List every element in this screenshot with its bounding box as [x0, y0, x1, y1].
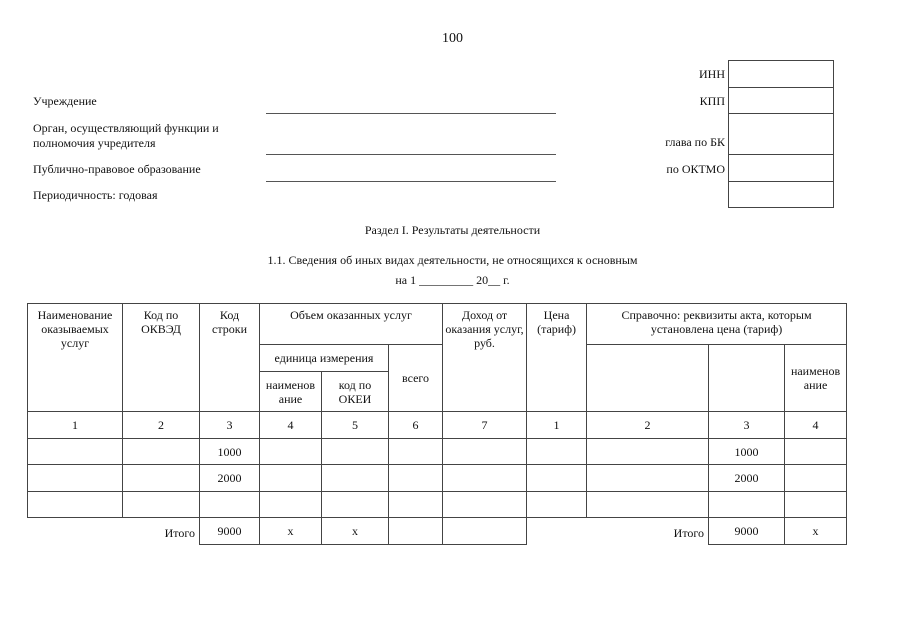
bk-field[interactable] [729, 114, 834, 155]
price-cell[interactable] [527, 492, 587, 518]
okei-cell[interactable] [322, 465, 389, 492]
col-number: 5 [322, 412, 389, 439]
row-code-cell: 2000 [200, 465, 260, 492]
extra-code-field[interactable] [729, 182, 834, 208]
income-cell[interactable] [443, 492, 527, 518]
table-row [28, 439, 847, 465]
unit-name-cell[interactable] [260, 439, 322, 465]
founder-line [266, 154, 556, 155]
col-number: 4 [260, 412, 322, 439]
col-number: 1 [28, 412, 123, 439]
unit-name-cell[interactable] [260, 465, 322, 492]
income-cell[interactable] [443, 439, 527, 465]
price-cell[interactable] [527, 465, 587, 492]
okei-cell[interactable] [322, 439, 389, 465]
bk-label: глава по БК [665, 135, 725, 149]
volume-total-cell[interactable] [389, 492, 443, 518]
income-total-sum[interactable] [443, 518, 527, 545]
header-volume-total: всего [389, 345, 443, 412]
total-label: Итого [164, 526, 195, 541]
col-number: 1 [527, 412, 587, 439]
header-okved: Код по ОКВЭД [123, 304, 200, 412]
header-service-name: Наименование оказываемых услуг [28, 304, 123, 412]
founder-label-line1: Орган, осуществляющий функции и [33, 121, 219, 135]
municipality-label: Публично-правовое образование [33, 162, 201, 176]
col-number: 2 [587, 412, 709, 439]
x-mark: x [785, 518, 847, 545]
row-code-cell [200, 492, 260, 518]
ref-total-label: Итого [673, 526, 705, 541]
volume-total-sum[interactable] [389, 518, 443, 545]
inn-field[interactable] [729, 61, 834, 88]
okei-cell[interactable] [322, 492, 389, 518]
codes-box [728, 60, 834, 208]
table-row [28, 465, 847, 492]
header-row-code: Код строки [200, 304, 260, 412]
services-table [27, 303, 847, 545]
ref-col1-cell[interactable] [587, 492, 709, 518]
col-number: 3 [200, 412, 260, 439]
kpp-label: КПП [699, 94, 725, 108]
ref-code-cell [709, 492, 785, 518]
header-income: Доход от оказания услуг, руб. [443, 304, 527, 412]
spacer [527, 518, 587, 545]
ref-col1-cell[interactable] [587, 439, 709, 465]
header-price: Цена (тариф) [527, 304, 587, 412]
ref-name-cell[interactable] [785, 439, 847, 465]
col-number: 4 [785, 412, 847, 439]
ref-code-cell: 1000 [709, 439, 785, 465]
okved-cell[interactable] [123, 492, 200, 518]
ref-name-cell[interactable] [785, 492, 847, 518]
page-number: 100 [442, 31, 463, 46]
header-volume: Объем оказанных услуг [260, 304, 443, 345]
ref-code-cell: 2000 [709, 465, 785, 492]
municipality-line [266, 181, 556, 182]
header-ref-col2 [709, 345, 785, 412]
inn-label: ИНН [699, 67, 725, 81]
oktmo-field[interactable] [729, 155, 834, 182]
ref-col1-cell[interactable] [587, 465, 709, 492]
header-reference: Справочно: реквизиты акта, которым установлена цена (тариф) [587, 304, 847, 345]
okved-cell[interactable] [123, 465, 200, 492]
founder-label-line2: полномочия учредителя [33, 136, 156, 150]
x-mark: x [322, 518, 389, 545]
total-row [28, 518, 847, 545]
x-mark: x [260, 518, 322, 545]
subsection-title: 1.1. Сведения об иных видах деятельности, не относящихся к основным [267, 253, 638, 267]
price-cell[interactable] [527, 439, 587, 465]
unit-name-cell[interactable] [260, 492, 322, 518]
institution-line [266, 113, 556, 114]
row-code-cell: 1000 [200, 439, 260, 465]
periodicity-label: Периодичность: годовая [33, 188, 158, 202]
date-line: на 1 _________ 20__ г. [395, 273, 510, 287]
ref-name-cell[interactable] [785, 465, 847, 492]
header-okei: код по ОКЕИ [322, 372, 389, 412]
col-number: 6 [389, 412, 443, 439]
col-number: 2 [123, 412, 200, 439]
header-unit: единица измерения [260, 345, 389, 372]
service-name-cell[interactable] [28, 439, 123, 465]
volume-total-cell[interactable] [389, 439, 443, 465]
kpp-field[interactable] [729, 88, 834, 114]
income-cell[interactable] [443, 465, 527, 492]
total-code: 9000 [200, 518, 260, 545]
volume-total-cell[interactable] [389, 465, 443, 492]
ref-total-code: 9000 [709, 518, 785, 545]
service-name-cell[interactable] [28, 465, 123, 492]
okved-cell[interactable] [123, 439, 200, 465]
header-ref-col1 [587, 345, 709, 412]
header-unit-name: наименов ание [260, 372, 322, 412]
table-row [28, 492, 847, 518]
institution-label: Учреждение [33, 94, 97, 108]
section-title: Раздел I. Результаты деятельности [364, 223, 541, 237]
col-number: 7 [443, 412, 527, 439]
col-number: 3 [709, 412, 785, 439]
header-ref-name: наименов ание [785, 345, 847, 412]
oktmo-label: по ОКТМО [666, 162, 725, 176]
service-name-cell[interactable] [28, 492, 123, 518]
